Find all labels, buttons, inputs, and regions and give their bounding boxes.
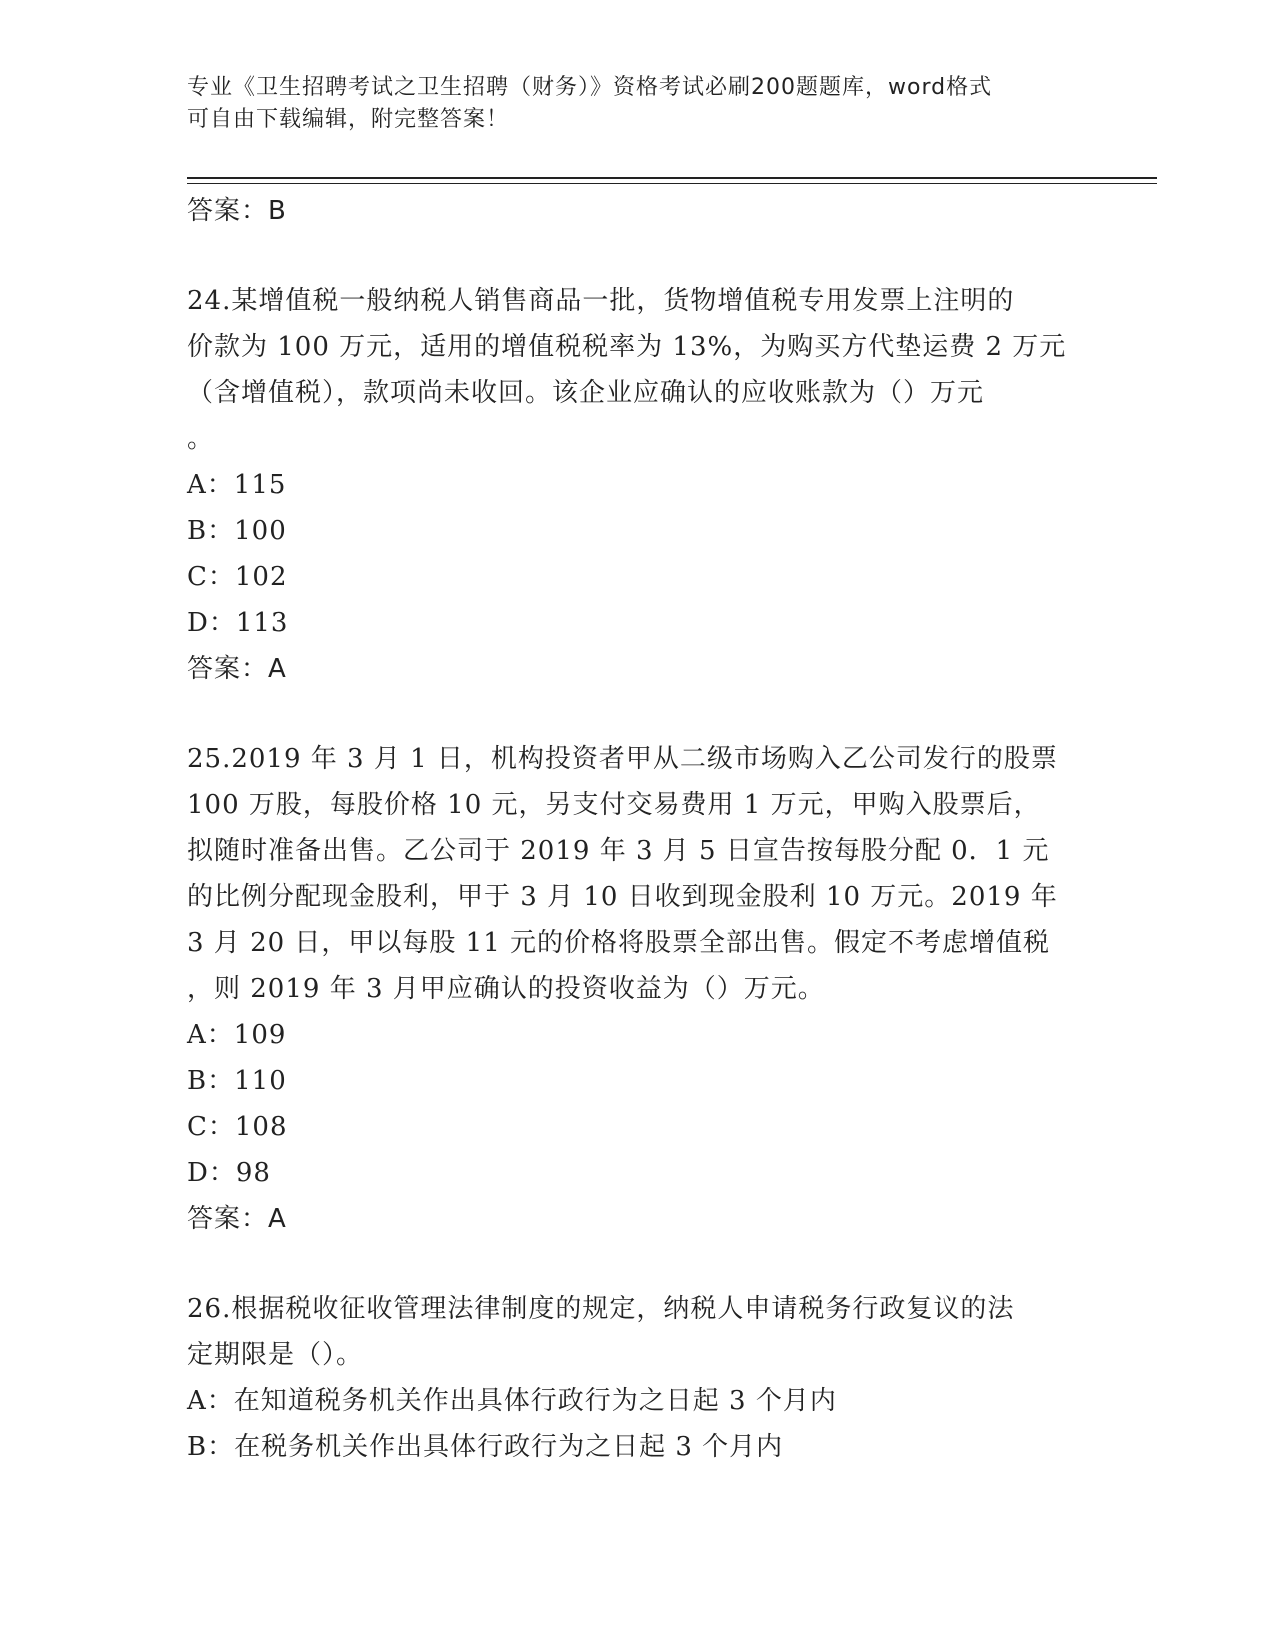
- question-text-line: 3 月 20 日，甲以每股 11 元的价格将股票全部出售。假定不考虑增值税: [187, 928, 1051, 958]
- question-text-line: 定期限是（）。: [187, 1340, 364, 1370]
- question-content: [187, 188, 1087, 1470]
- header-rule-thick: [187, 177, 1157, 179]
- question-text-line: 价款为 100 万元，适用的增值税税率为 13%，为购买方代垫运费 2 万元: [187, 332, 1067, 362]
- answer-line: 答案：A: [187, 654, 287, 684]
- spacer: [187, 692, 1087, 736]
- question-text-line: 25.2019 年 3 月 1 日，机构投资者甲从二级市场购入乙公司发行的股票: [187, 744, 1058, 774]
- question-text-line: 的比例分配现金股利，甲于 3 月 10 日收到现金股利 10 万元。2019 年: [187, 882, 1058, 912]
- option-a: A：115: [187, 470, 287, 500]
- question-text-line: 。: [187, 424, 215, 454]
- question-text-line: 24.某增值税一般纳税人销售商品一批，货物增值税专用发票上注明的: [187, 286, 1015, 316]
- spacer: [187, 234, 1087, 278]
- question-text-line: ，则 2019 年 3 月甲应确认的投资收益为（）万元。: [187, 974, 825, 1004]
- question-26: [187, 1286, 1087, 1470]
- answer-line: 答案：A: [187, 1204, 287, 1234]
- header-line-2: 可自由下载编辑，附完整答案！: [187, 107, 510, 132]
- page-header: [187, 72, 1067, 136]
- option-a: A：109: [187, 1020, 287, 1050]
- question-text-line: 拟随时准备出售。乙公司于 2019 年 3 月 5 日宣告按每股分配 0．1 元: [187, 836, 1050, 866]
- option-d: D：113: [187, 608, 289, 638]
- option-a: A：在知道税务机关作出具体行政行为之日起 3 个月内: [187, 1386, 837, 1416]
- option-b: B：在税务机关作出具体行政行为之日起 3 个月内: [187, 1432, 784, 1462]
- option-b: B：110: [187, 1066, 287, 1096]
- question-text-line: 100 万股，每股价格 10 元，另支付交易费用 1 万元，甲购入股票后，: [187, 790, 1041, 820]
- question-text-line: （含增值税），款项尚未收回。该企业应确认的应收账款为（）万元: [187, 378, 985, 408]
- question-text-line: 26.根据税收征收管理法律制度的规定，纳税人申请税务行政复议的法: [187, 1294, 1015, 1324]
- spacer: [187, 1242, 1087, 1286]
- question-25: [187, 736, 1087, 1242]
- answer-line: 答案：B: [187, 196, 287, 226]
- question-24: [187, 278, 1087, 692]
- header-rule-thin: [187, 183, 1157, 184]
- option-c: C：102: [187, 562, 288, 592]
- option-b: B：100: [187, 516, 287, 546]
- option-c: C：108: [187, 1112, 288, 1142]
- option-d: D：98: [187, 1158, 271, 1188]
- header-line-1: 专业《卫生招聘考试之卫生招聘（财务）》资格考试必刷200题题库，word格式: [187, 75, 993, 100]
